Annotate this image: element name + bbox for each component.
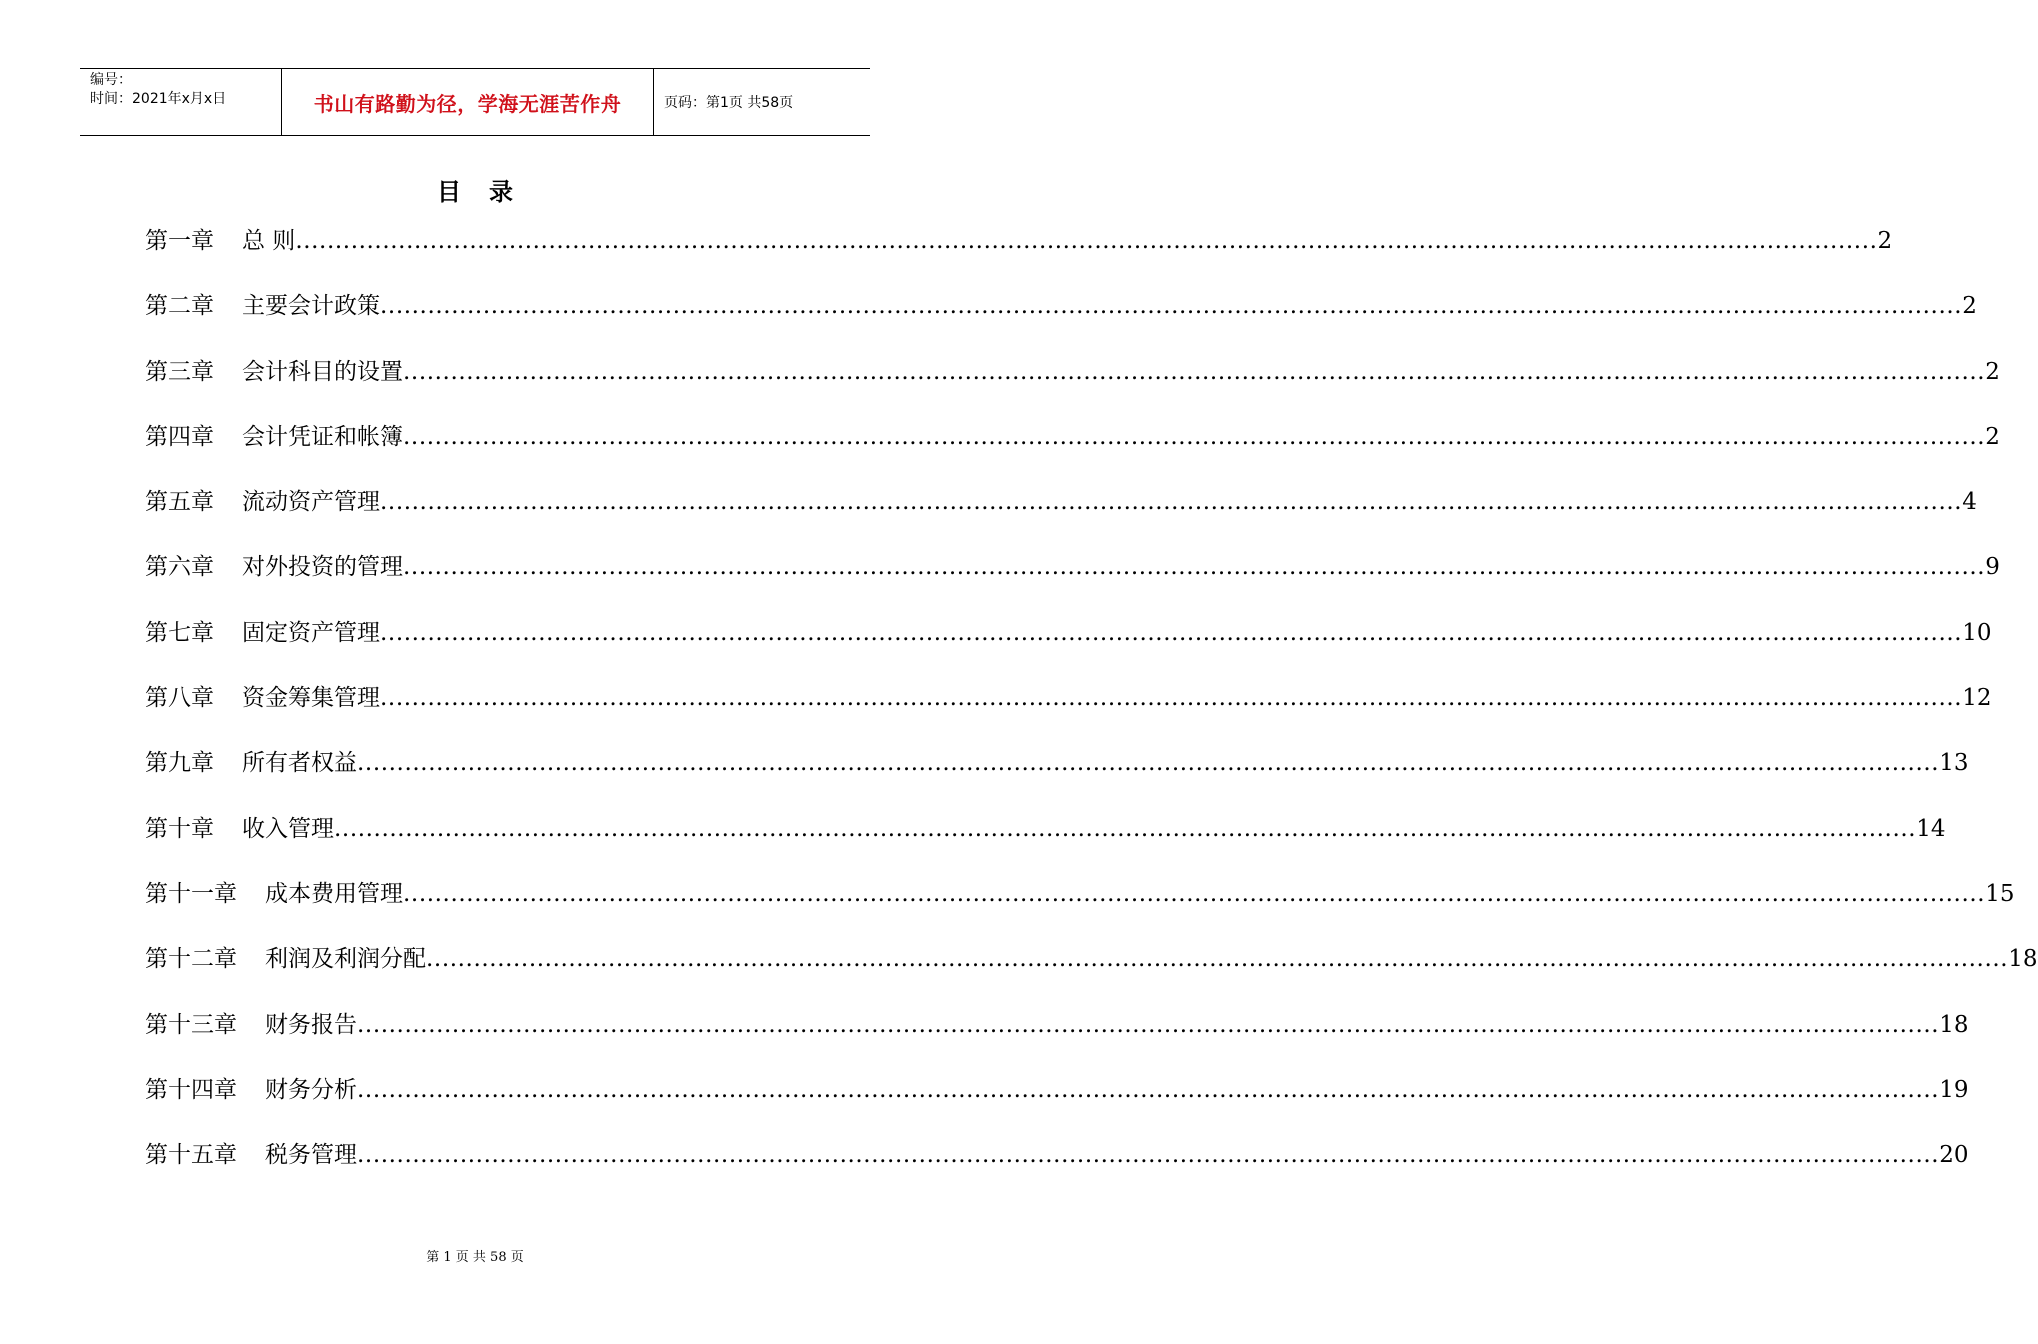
toc-entry[interactable] bbox=[145, 483, 1977, 548]
header-number-label: 编号： bbox=[90, 72, 132, 88]
toc-entry-leader: ........................................................................................................................................................................................................ bbox=[403, 554, 1986, 581]
toc-entry-leader: ........................................................................................................................................................................................................ bbox=[295, 228, 1878, 254]
toc-entry-name: 财务分析 bbox=[265, 1076, 357, 1103]
toc-entry-page: 20 bbox=[1939, 1142, 1969, 1169]
toc-entry-page: 10 bbox=[1962, 619, 1992, 646]
page-header bbox=[80, 68, 870, 136]
toc-entry-name: 资金筹集管理 bbox=[242, 685, 380, 712]
toc-entry-page: 13 bbox=[1939, 750, 1969, 777]
toc-entry-chapter: 第十四章 bbox=[145, 1076, 237, 1103]
toc-entry[interactable] bbox=[145, 679, 1992, 744]
toc-entry[interactable] bbox=[145, 940, 2038, 1005]
toc-entry[interactable] bbox=[145, 222, 1893, 287]
header-time-label: 时间：2021年x月x日 bbox=[90, 91, 227, 107]
toc-entry-name: 会计凭证和帐簿 bbox=[242, 423, 403, 450]
toc-entry-chapter: 第一章 bbox=[145, 228, 214, 254]
toc-entry[interactable] bbox=[145, 418, 2000, 483]
toc-entry-name: 利润及利润分配 bbox=[265, 946, 426, 973]
toc-entry-page: 2 bbox=[1962, 293, 1977, 320]
toc-entry-page: 18 bbox=[2008, 946, 2038, 973]
toc-entry[interactable] bbox=[145, 548, 2000, 613]
toc-entry-page: 9 bbox=[1985, 554, 2000, 581]
toc-entry-page: 2 bbox=[1985, 423, 2000, 450]
toc-entry-leader: ........................................................................................................................................................................................................ bbox=[357, 1011, 1940, 1038]
toc-entry-chapter: 第八章 bbox=[145, 685, 214, 712]
toc-entry-chapter: 第九章 bbox=[145, 750, 214, 777]
toc-entry[interactable] bbox=[145, 1006, 1969, 1071]
toc-entry-leader: ........................................................................................................................................................................................................ bbox=[334, 815, 1917, 842]
toc-entry[interactable] bbox=[145, 1136, 1969, 1201]
toc-entry[interactable] bbox=[145, 614, 1992, 679]
header-motto: 书山有路勤为径，学海无涯苦作舟 bbox=[282, 69, 654, 135]
toc-entry[interactable] bbox=[145, 875, 2015, 940]
toc-entry[interactable] bbox=[145, 287, 1977, 352]
toc-entry-chapter: 第三章 bbox=[145, 358, 214, 385]
toc-entry-leader: ........................................................................................................................................................................................................ bbox=[380, 619, 1963, 646]
toc-entry-chapter: 第六章 bbox=[145, 554, 214, 581]
toc-entry[interactable] bbox=[145, 810, 1946, 875]
toc-entry-leader: ........................................................................................................................................................................................................ bbox=[403, 423, 1986, 450]
toc-entry-page: 2 bbox=[1877, 228, 1893, 254]
toc-entry-name: 对外投资的管理 bbox=[242, 554, 403, 581]
toc-entry-leader: ........................................................................................................................................................................................................ bbox=[380, 685, 1963, 712]
toc-entry-name: 成本费用管理 bbox=[265, 880, 403, 907]
toc-entry-name: 税务管理 bbox=[265, 1142, 357, 1169]
toc-entry-name: 主要会计政策 bbox=[242, 293, 380, 320]
toc-entry-page: 2 bbox=[1985, 358, 2000, 385]
toc-entry[interactable] bbox=[145, 1071, 1969, 1136]
toc-entry-chapter: 第五章 bbox=[145, 489, 214, 516]
toc-entry-leader: ........................................................................................................................................................................................................ bbox=[357, 1076, 1940, 1103]
toc-entry-chapter: 第四章 bbox=[145, 423, 214, 450]
toc-entry-leader: ........................................................................................................................................................................................................ bbox=[380, 489, 1963, 516]
toc-entry-name: 所有者权益 bbox=[242, 750, 357, 777]
toc-entry-name: 会计科目的设置 bbox=[242, 358, 403, 385]
toc-entry-name: 收入管理 bbox=[242, 815, 334, 842]
toc-entry-chapter: 第十二章 bbox=[145, 946, 237, 973]
toc-entry-chapter: 第十三章 bbox=[145, 1011, 237, 1038]
toc-entry-page: 15 bbox=[1985, 880, 2015, 907]
toc-entry-leader: ........................................................................................................................................................................................................ bbox=[426, 946, 2009, 973]
toc-entry-leader: ........................................................................................................................................................................................................ bbox=[357, 1142, 1940, 1169]
toc-entry-name: 总 则 bbox=[242, 228, 296, 254]
toc-entry-leader: ........................................................................................................................................................................................................ bbox=[403, 880, 1986, 907]
toc-entry-page: 12 bbox=[1962, 685, 1992, 712]
toc-entry-page: 4 bbox=[1962, 489, 1977, 516]
header-page-info: 页码：第1页 共58页 bbox=[664, 95, 794, 111]
toc-entry-chapter: 第十一章 bbox=[145, 880, 237, 907]
page-footer: 第 1 页 共 58 页 bbox=[426, 1250, 524, 1265]
toc-entry-chapter: 第十五章 bbox=[145, 1142, 237, 1169]
toc-entry[interactable] bbox=[145, 353, 2000, 418]
toc-entry-name: 固定资产管理 bbox=[242, 619, 380, 646]
toc-title: 目录 bbox=[437, 178, 541, 206]
toc-entry-leader: ........................................................................................................................................................................................................ bbox=[357, 750, 1940, 777]
toc-entry-page: 19 bbox=[1939, 1076, 1969, 1103]
toc-entry-name: 财务报告 bbox=[265, 1011, 357, 1038]
toc-entry[interactable] bbox=[145, 744, 1969, 809]
toc-entry-chapter: 第二章 bbox=[145, 293, 214, 320]
toc-list bbox=[145, 222, 2038, 1201]
header-meta bbox=[80, 69, 282, 135]
toc-entry-leader: ........................................................................................................................................................................................................ bbox=[380, 293, 1963, 320]
toc-entry-page: 14 bbox=[1916, 815, 1946, 842]
toc-entry-name: 流动资产管理 bbox=[242, 489, 380, 516]
toc-entry-page: 18 bbox=[1939, 1011, 1969, 1038]
toc-entry-chapter: 第十章 bbox=[145, 815, 214, 842]
toc-entry-leader: ........................................................................................................................................................................................................ bbox=[403, 358, 1986, 385]
toc-entry-chapter: 第七章 bbox=[145, 619, 214, 646]
